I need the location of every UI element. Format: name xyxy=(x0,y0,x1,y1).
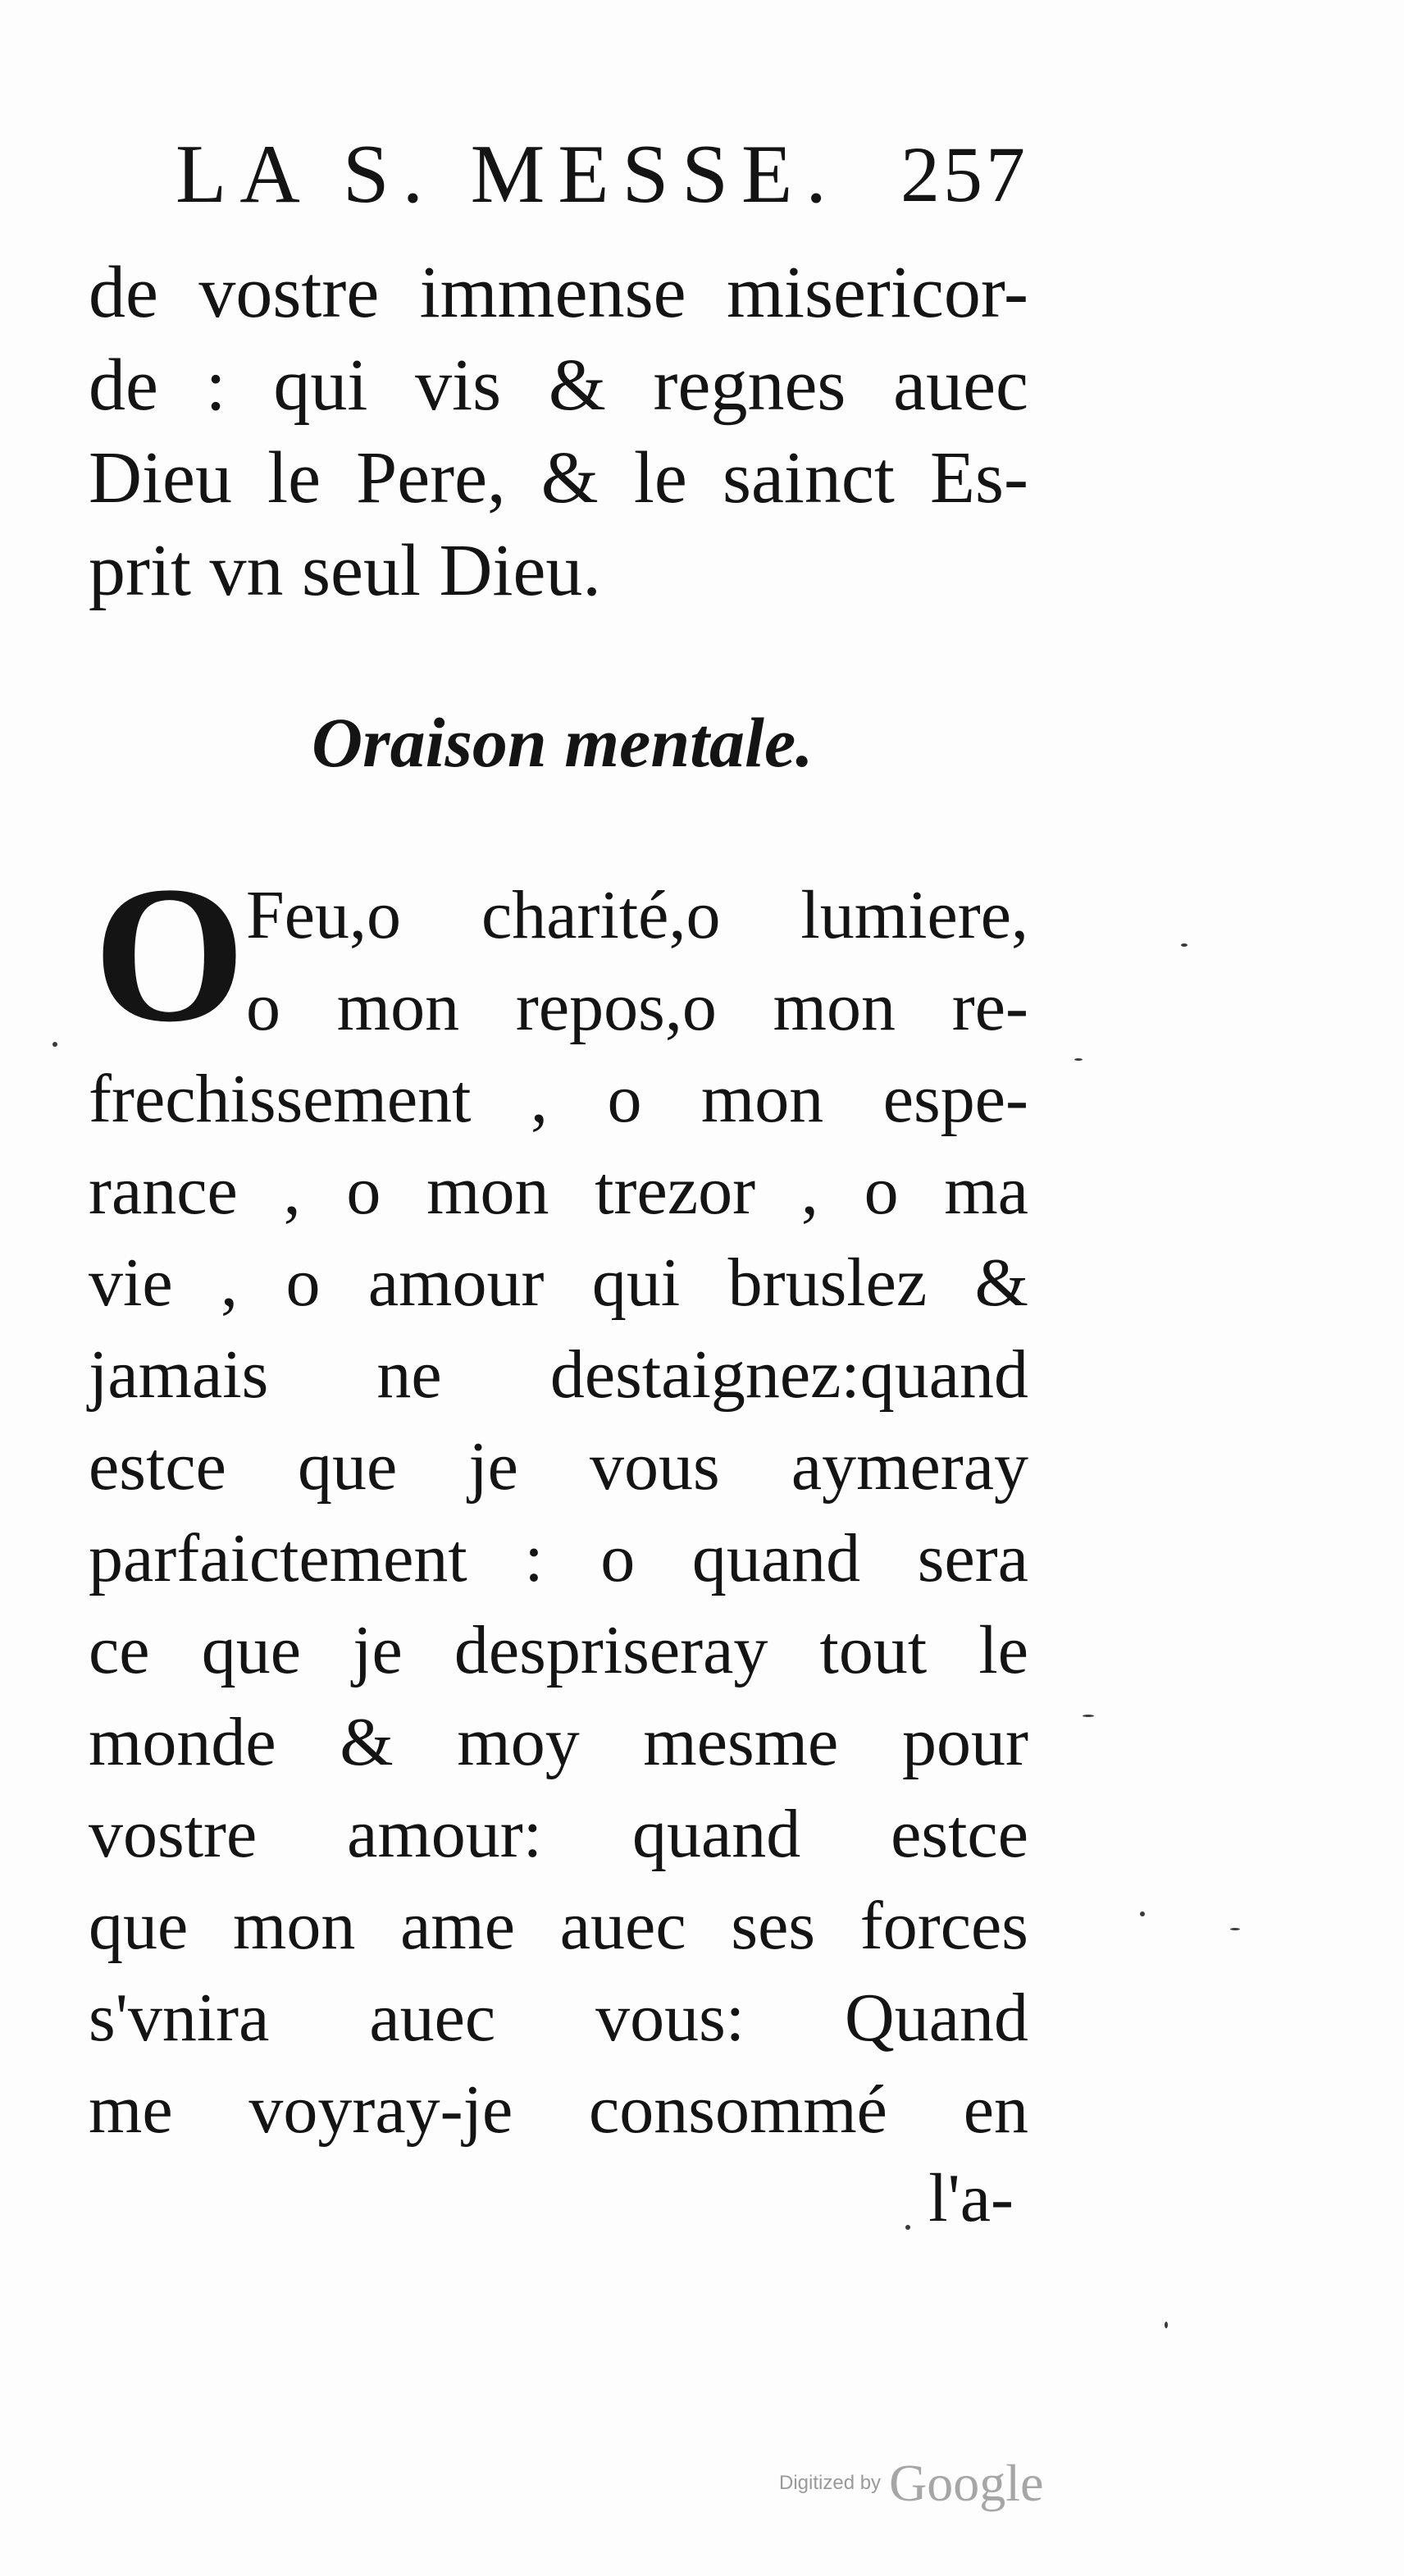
text-line: me voyray-je consommé en xyxy=(89,2071,1028,2148)
drop-cap: O xyxy=(93,847,246,1062)
text-line: Dieu le Pere, & le sainct Es- xyxy=(89,437,1028,518)
running-title: LA S. MESSE. xyxy=(176,128,840,221)
ink-speck xyxy=(1181,943,1187,947)
google-logo: Google xyxy=(889,2454,1044,2512)
ink-speck xyxy=(1140,1911,1145,1916)
text-line: Feu,o charité,o lumiere, xyxy=(246,877,1028,953)
page-header xyxy=(176,121,1028,228)
prayer-ending-paragraph xyxy=(89,246,1028,617)
ink-speck xyxy=(1165,2322,1168,2328)
text-line: de vostre immense misericor- xyxy=(89,252,1028,333)
text-line: vie , o amour qui bruslez & xyxy=(89,1245,1028,1321)
ink-speck xyxy=(905,2225,910,2230)
ink-speck xyxy=(1083,1715,1094,1717)
meditation-lines xyxy=(89,847,1028,2156)
text-line: jamais ne destaignez:quand xyxy=(89,1336,1028,1413)
section-heading: Oraison mentale. xyxy=(312,703,814,782)
text-line: s'vnira auec vous: Quand xyxy=(89,1980,1028,2056)
ink-speck xyxy=(52,1042,57,1047)
text-line: vostre amour: quand estce xyxy=(89,1796,1028,1872)
digitization-watermark xyxy=(779,2453,1043,2519)
text-line: prit vn seul Dieu. xyxy=(89,530,601,611)
text-line: que mon ame auec ses forces xyxy=(89,1888,1028,1964)
page-number: 257 xyxy=(900,130,1028,218)
meditation-paragraph xyxy=(89,847,1028,2264)
watermark-prefix: Digitized by xyxy=(779,2472,882,2494)
text-line: ce que je despriseray tout le xyxy=(89,1612,1028,1688)
ink-speck xyxy=(1230,1928,1240,1930)
text-line: frechissement , o mon espe- xyxy=(89,1061,1028,1137)
text-line: parfaictement : o quand sera xyxy=(89,1520,1028,1596)
catchword: l'a- xyxy=(928,2160,1014,2236)
ink-speck xyxy=(1074,1058,1083,1061)
text-line: o mon repos,o mon re- xyxy=(246,969,1028,1045)
text-line: de : qui vis & regnes auec xyxy=(89,345,1028,426)
text-line: estce que je vous aymeray xyxy=(89,1428,1028,1505)
text-line: rance , o mon trezor , o ma xyxy=(89,1153,1028,1229)
text-line: monde & moy mesme pour xyxy=(89,1704,1028,1780)
